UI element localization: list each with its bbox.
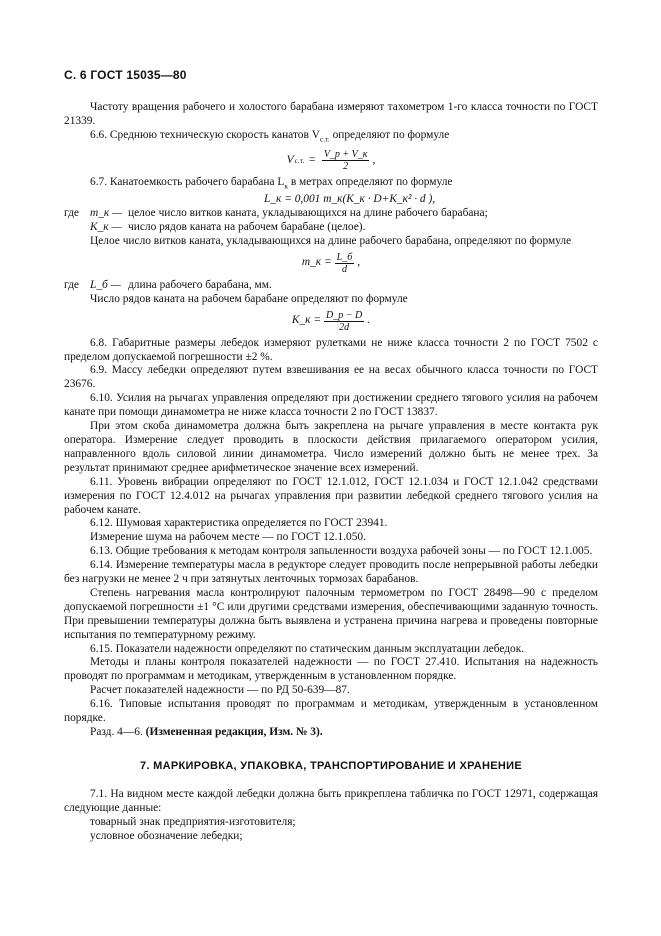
page-header: С. 6 ГОСТ 15035—80 xyxy=(64,68,187,82)
paragraph-7-1: 7.1. На видном месте каждой лебедки должна быть прикреплена табличка по ГОСТ 12971, содержащая следующие данные: xyxy=(64,787,598,814)
paragraph-6-15: 6.15. Показатели надежности определяют по статическим данным эксплуатации лебедок. xyxy=(90,642,525,655)
paragraph-6-10b: При этом скоба динамометра должна быть закреплена на рычаге управления в месте контакта рук оператора. Измерение следует проводить в плоскости действия прилагаемого оператором усилия, направленного вдоль силовой линии динамометра. Число измерений должно быть не менее трех. За результат принимают среднее арифметическое значение всех измерений. xyxy=(64,420,598,474)
formula-turns: m_к = $\frac{L\_б}{d}$ , xyxy=(301,251,361,275)
legend-lb: где L_б — длина рабочего барабана, мм. xyxy=(64,278,272,291)
document-body xyxy=(64,101,598,843)
formula-rows: K_к = $\frac{D\_р - D}{2d}$ . xyxy=(291,309,371,333)
paragraph-6-9: 6.9. Массу лебедки определяют путем взвешивания ее на весах обычного класса точности по ГОСТ 23676. xyxy=(64,364,598,391)
paragraph-mk: Целое число витков каната, укладывающихся на длине рабочего барабана, определяют по формуле xyxy=(90,234,572,247)
paragraph-speed: Частоту вращения рабочего и холостого барабана измеряют тахометром 1-го класса точности по ГОСТ 21339. xyxy=(64,101,598,127)
paragraph-7-1a: товарный знак предприятия-изготовителя; xyxy=(90,815,296,828)
paragraph-7-1b: условное обозначение лебедки; xyxy=(90,829,243,842)
paragraph-6-16: 6.16. Типовые испытания проводят по программам и методикам, утвержденным в установленном порядке. xyxy=(64,698,598,725)
paragraph-6-12b: Измерение шума на рабочем месте — по ГОСТ 12.1.050. xyxy=(90,531,366,544)
paragraph-6-8: 6.8. Габаритные размеры лебедок измеряют рулетками не ниже класса точности 2 по ГОСТ 7502 с пределом допускаемой погрешности ±2 %. xyxy=(64,336,598,363)
legend-mk: где m_к — целое число витков каната, укладывающихся на длине рабочего барабана; xyxy=(64,207,488,220)
section-7-heading: 7. МАРКИРОВКА, УПАКОВКА, ТРАНСПОРТИРОВАНИЕ И ХРАНЕНИЕ xyxy=(140,759,522,772)
paragraph-6-14b: Степень нагревания масла контролируют палочным термометром по ГОСТ 28498—90 с пределом допускаемой погрешности ±1 °С или другими средствами измерения, обеспечивающими заданную точность. При превышении температуры должна быть выявлена и устранена причина нагрева и проведены повторные испытания по температурному режиму. xyxy=(64,586,598,641)
paragraph-6-7: 6.7. Канатоемкость рабочего барабана $L_к$ в метрах определяют по формуле xyxy=(90,176,453,191)
paragraph-6-12: 6.12. Шумовая характеристика определяется по ГОСТ 23941. xyxy=(90,517,388,530)
paragraph-6-15c: Расчет показателей надежности — по РД 50-639—87. xyxy=(90,684,350,697)
legend-kk: K_к — число рядов каната на рабочем барабане (целое). xyxy=(90,221,366,233)
formula-capacity: L_к = 0,001 m_к(K_к · D+K_к² · d ), xyxy=(264,193,436,206)
paragraph-6-10: 6.10. Усилия на рычагах управления определяют при достижении среднего тягового усилия на рабочем канате при помощи динамометра не ниже класса точности 2 по ГОСТ 13837. xyxy=(64,392,598,419)
paragraph-6-13: 6.13. Общие требования к методам контроля запыленности воздуха рабочей зоны — по ГОСТ 12.1.005. xyxy=(90,545,593,558)
formula-speed: V с.т. = $\frac{V\_р + V\_к}{2}$ , xyxy=(286,149,376,172)
paragraph-amendment: Разд. 4—6. (Измененная редакция, Изм. № 3). xyxy=(90,726,323,738)
paragraph-6-15b: Методы и планы контроля показателей надежности — по ГОСТ 27.410. Испытания на надежность проводят по программам и методикам, утвержденным в установленном порядке. xyxy=(64,656,598,683)
paragraph-6-14: 6.14. Измерение температуры масла в редукторе следует проводить после непрерывной работы лебедки без нагрузки не менее 2 ч при затянутых ленточных тормозах барабанов. xyxy=(64,559,598,586)
paragraph-kk: Число рядов каната на рабочем барабане определяют по формуле xyxy=(90,292,408,305)
paragraph-6-11: 6.11. Уровень вибрации определяют по ГОСТ 12.1.012, ГОСТ 12.1.034 и ГОСТ 12.1.042 средствами измерения по ГОСТ 12.4.012 на рычагах управления при развитии лебедкой среднего тягового усилия на рабочем канате. xyxy=(64,475,598,516)
paragraph-6-6: 6.6. Среднюю техническую скорость канатов $V_{с.т.}$ определяют по формуле xyxy=(90,128,450,144)
